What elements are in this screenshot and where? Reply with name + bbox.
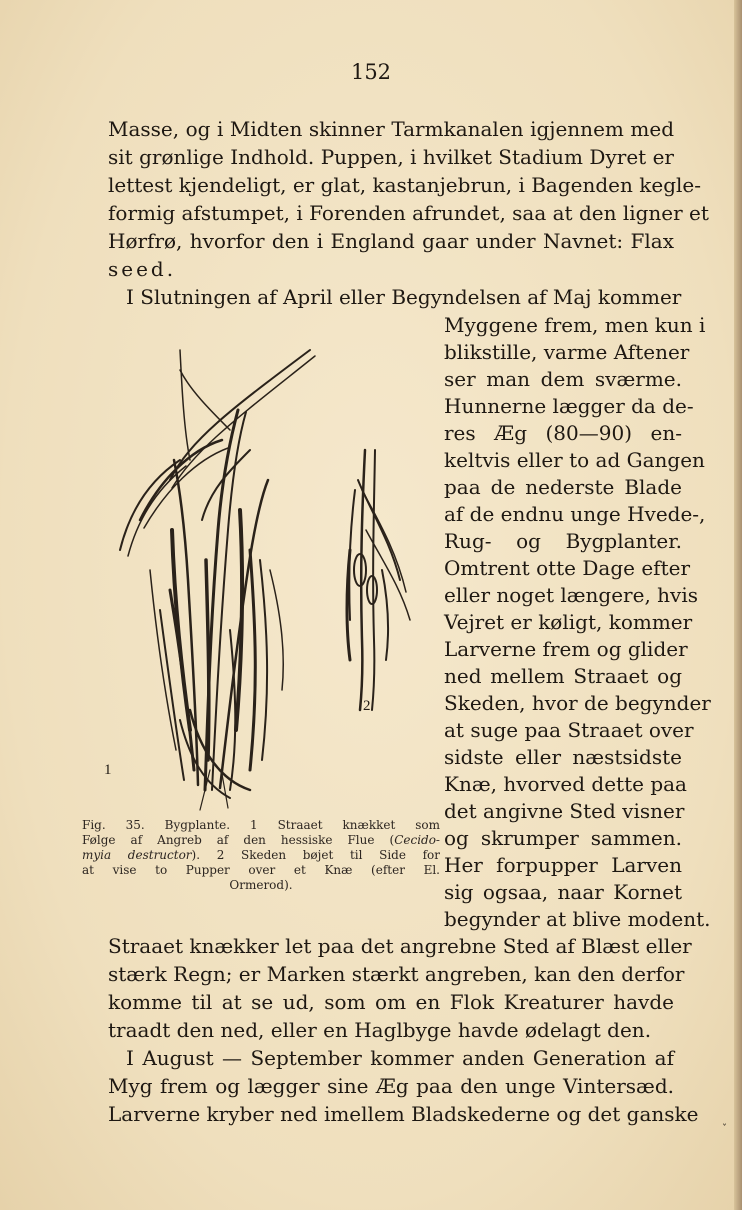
caption-line: at vise to Pupper over et Knæ (efter El.: [82, 863, 440, 877]
column-line: ser man dem sværme.: [444, 367, 682, 391]
text-line: sit grønlige Indhold. Puppen, i hvilket Stadium Dyret er: [108, 145, 674, 169]
column-line: Omtrent otte Dage efter: [444, 556, 691, 580]
text-line: traadt den ned, eller en Haglbyge havde ødelagt den.: [108, 1018, 652, 1042]
text-line: Masse, og i Midten skinner Tarmkanalen igjennem med: [108, 117, 674, 141]
text-line: seed.: [108, 257, 177, 281]
column-line: Hunnerne lægger da de-: [444, 394, 694, 418]
plant-drawing: [110, 330, 430, 820]
text-line: Hørfrø, hvorfor den i England gaar under Navnet: Flax: [108, 229, 674, 253]
caption-line: [82, 848, 440, 863]
barley-plant-illustration: [104, 330, 430, 820]
column-line: begynder at blive modent.: [444, 907, 711, 931]
caption-line: [82, 833, 440, 848]
text-line: komme til at se ud, som om en Flok Kreaturer havde: [108, 990, 674, 1014]
column-line: Larverne frem og glider: [444, 637, 688, 661]
text-line: stærk Regn; er Marken stærkt angreben, kan den derfor: [108, 962, 685, 986]
page-edge: [734, 0, 742, 1210]
text-line: I August — September kommer anden Generation af: [126, 1046, 674, 1070]
caption-italic: Cecido-: [394, 833, 440, 847]
column-line: Rug- og Bygplanter.: [444, 529, 682, 553]
caption-line: Ormerod).: [229, 878, 293, 892]
caption-line: Fig. 35. Bygplante. 1 Straaet knækket som: [82, 818, 440, 832]
column-line: af de endnu unge Hvede-,: [444, 502, 706, 526]
column-line: Knæ, hvorved dette paa: [444, 772, 687, 796]
caption-text: Følge af Angreb af den hessiske Flue (: [82, 833, 395, 847]
page-number: 152: [350, 60, 392, 84]
caption-italic: myia destructor: [82, 848, 192, 862]
printer-mark: ˇ: [722, 1124, 727, 1135]
column-line: eller noget længere, hvis: [444, 583, 699, 607]
column-line: og skrumper sammen.: [444, 826, 682, 850]
paragraph-start: I Slutningen af April eller Begyndelsen af Maj kommer: [126, 285, 682, 309]
column-line: res Æg (80—90) en-: [444, 421, 682, 445]
text-line: Straaet knækker let paa det angrebne Sted af Blæst eller: [108, 934, 692, 958]
caption-text: ). 2 Skeden bøjet til Side for: [191, 848, 440, 862]
column-line: sig ogsaa, naar Kornet: [444, 880, 682, 904]
figure-label-1: 1: [104, 762, 112, 778]
text-line: formig afstumpet, i Forenden afrundet, saa at den ligner et: [108, 201, 709, 225]
column-line: blikstille, varme Aftener: [444, 340, 690, 364]
figure-caption: [82, 818, 440, 893]
column-line: det angivne Sted visner: [444, 799, 685, 823]
text-line: lettest kjendeligt, er glat, kastanjebrun, i Bagenden kegle-: [108, 173, 701, 197]
column-line: Skeden, hvor de begynder: [444, 691, 711, 715]
column-line: Myggene frem, men kun i: [444, 313, 706, 337]
column-line: paa de nederste Blade: [444, 475, 682, 499]
text-line: Myg frem og lægger sine Æg paa den unge Vintersæd.: [108, 1074, 674, 1098]
text-line: Larverne kryber ned imellem Bladskederne og det ganske: [108, 1102, 699, 1126]
column-line: at suge paa Straaet over: [444, 718, 694, 742]
column-line: ned mellem Straaet og: [444, 664, 682, 688]
column-line: keltvis eller to ad Gangen: [444, 448, 705, 472]
column-line: Vejret er køligt, kommer: [444, 610, 693, 634]
figure-label-2: 2: [363, 698, 371, 714]
column-line: sidste eller næstsidste: [444, 745, 682, 769]
column-line: Her forpupper Larven: [444, 853, 682, 877]
